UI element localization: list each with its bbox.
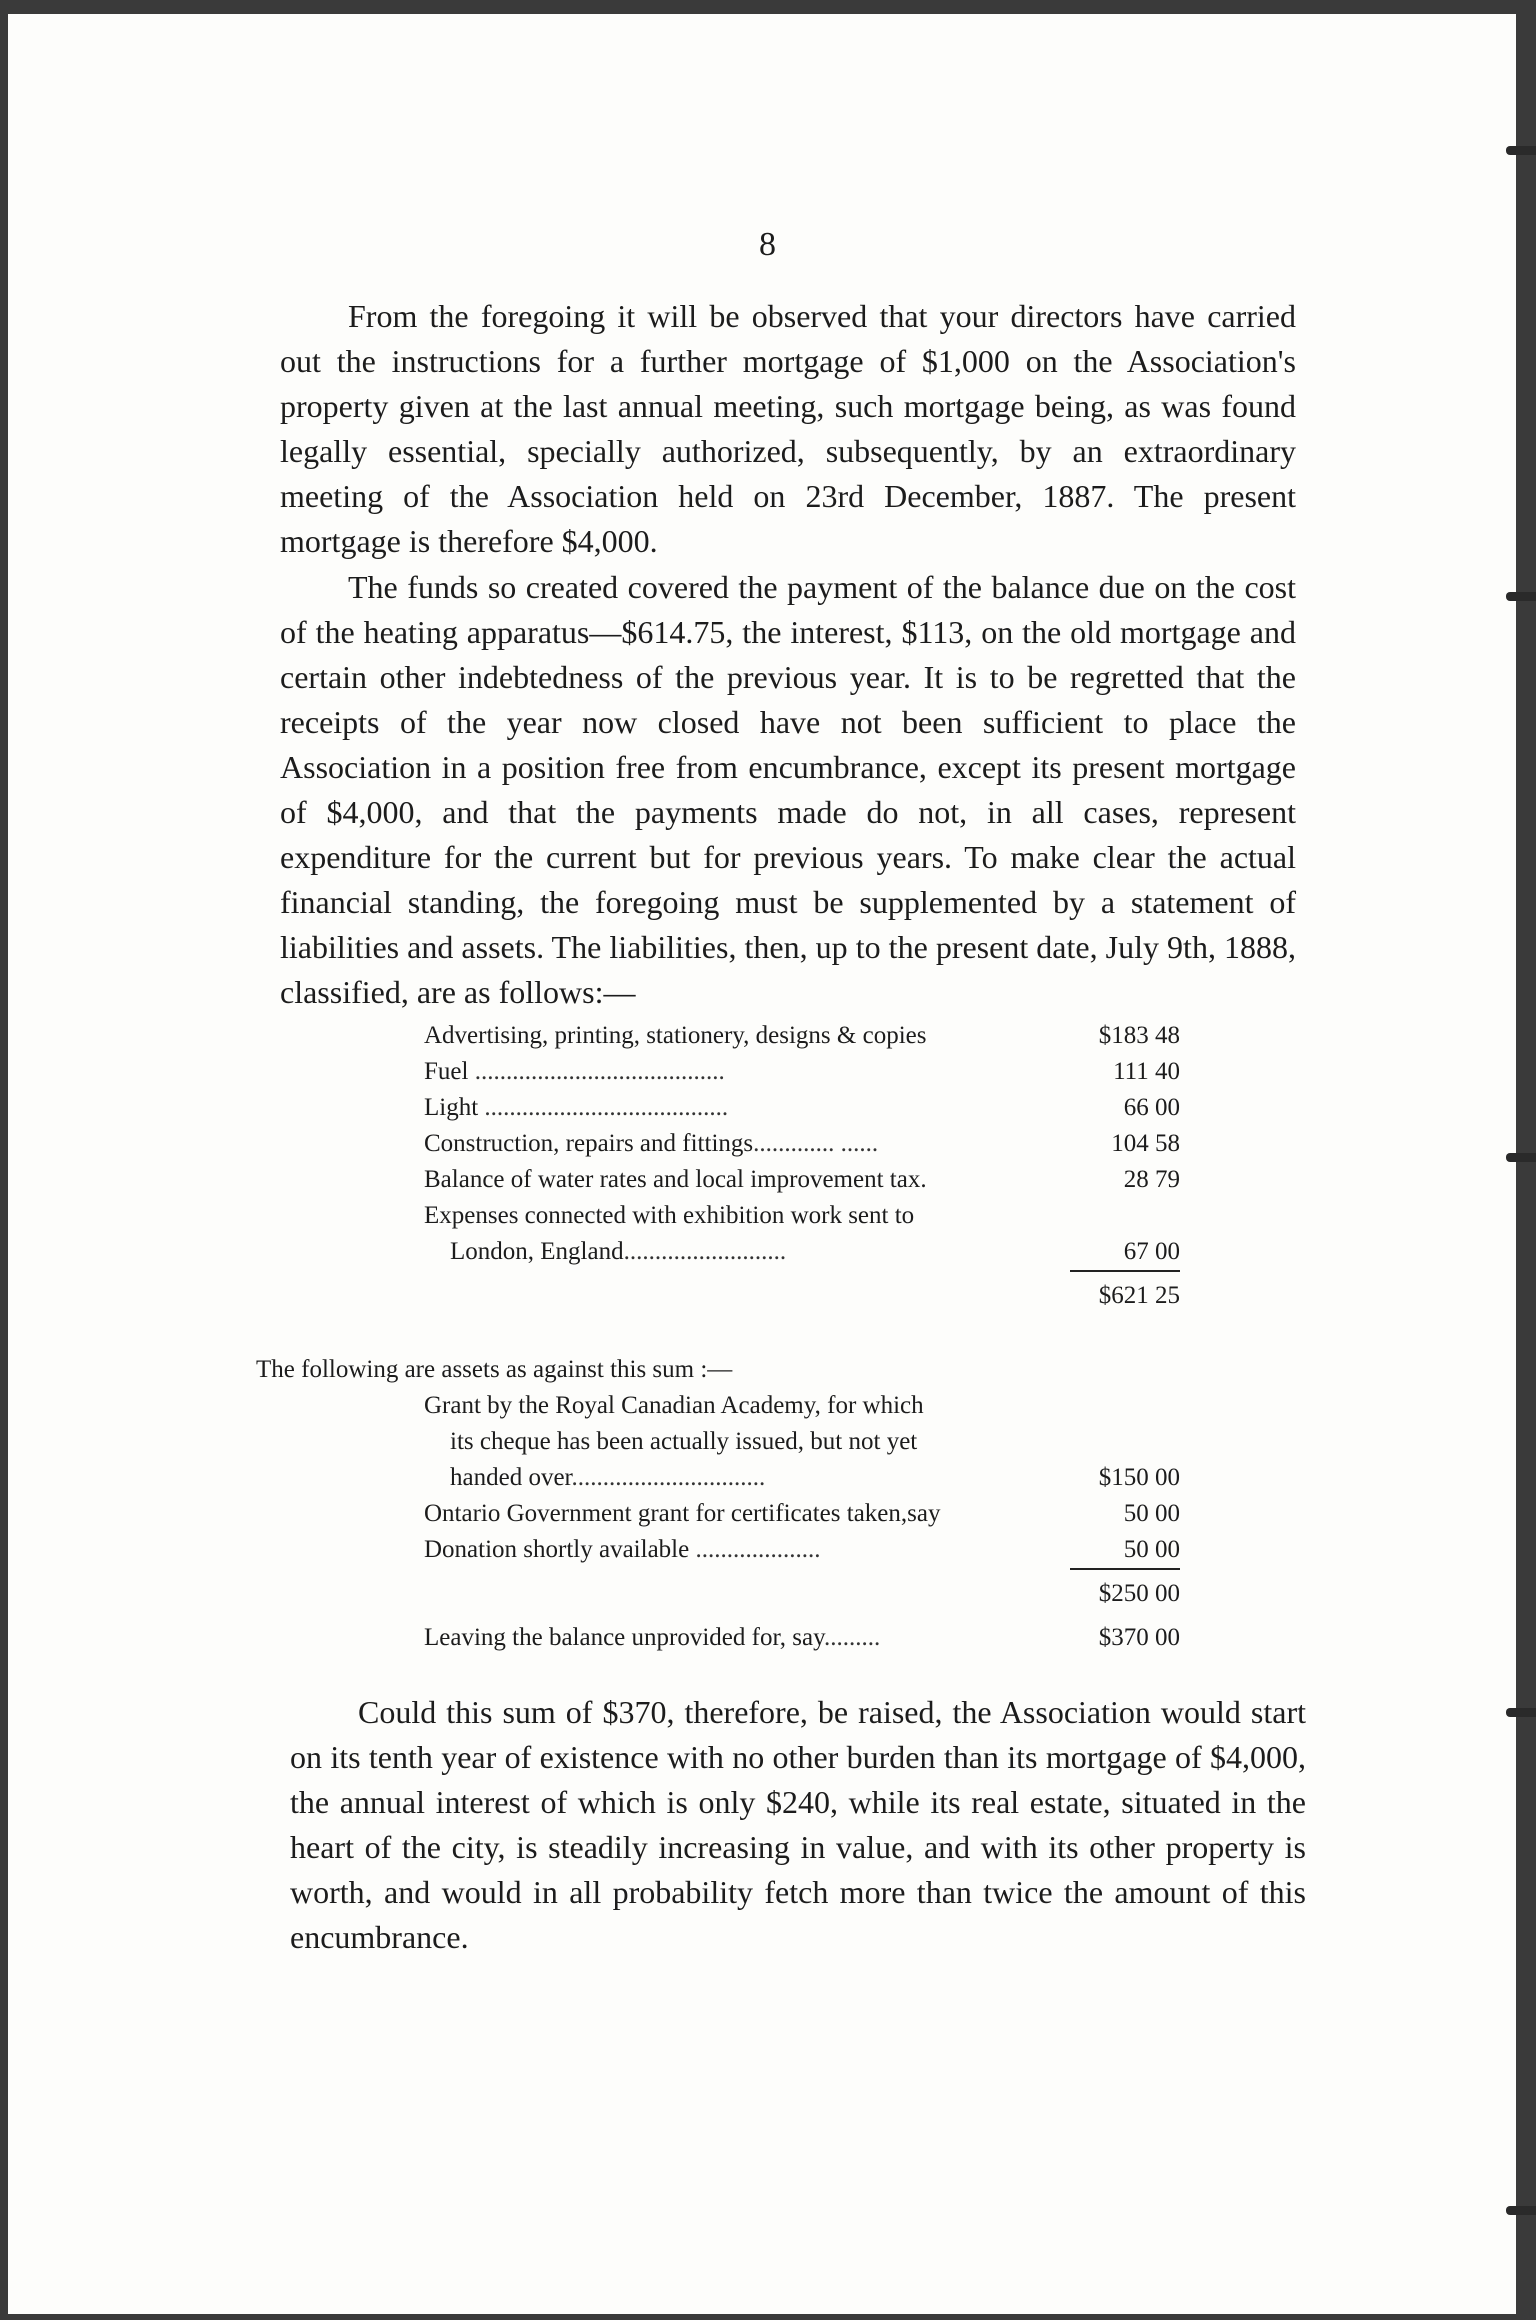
leader-dots: ............................... bbox=[571, 1464, 766, 1491]
ledger-row bbox=[340, 1496, 1180, 1532]
liabilities-table bbox=[340, 1018, 1180, 1314]
ledger-label: Expenses connected with exhibition work sent to bbox=[424, 1202, 915, 1229]
ledger-row bbox=[340, 1388, 1180, 1424]
page-number: 8 bbox=[759, 226, 777, 263]
paragraph-funds: The funds so created covered the payment of the balance due on the cost of the heating apparatus—$614.75, the interest, $113, on the old mortgage and certain other indebtedness of the previous year. It is to be regretted that the receipts of the year now closed have not been sufficient to place the Association in a position free from encumbrance, except its present mortgage of $4,000, and that the payments made do not, in all cases, represent expenditure for the current but for previous years. To make clear the actual financial standing, the foregoing must be supplemented by a statement of liabilities and assets. The liabilities, then, up to the present date, July 9th, 1888, classified, are as follows:— bbox=[280, 569, 1296, 1010]
paragraph-conclusion: Could this sum of $370, therefore, be raised, the Association would start on its tenth year of existence with no other burden than its mortgage of $4,000, the annual interest of which is only $240, while its real estate, situated in the heart of the city, is steadily increasing in value, and with its other property is worth, and would in all probability fetch more than twice the amount of this encumbrance. bbox=[290, 1694, 1306, 1955]
balance-amount: $370 00 bbox=[1098, 1624, 1180, 1651]
ledger-row bbox=[340, 1162, 1180, 1198]
ledger-row bbox=[340, 1460, 1180, 1496]
paragraph-mortgage: From the foregoing it will be observed that your directors have carried out the instructions for a further mortgage of $1,000 on the Association's property given at the last annual meeting, such mortgage being, as was found legally essential, specially authorized, subsequently, by an extraordinary meeting of the Association held on 23rd December, 1887. The present mortgage is therefore $4,000. bbox=[280, 298, 1296, 559]
ledger-row bbox=[340, 1234, 1180, 1270]
total-rule bbox=[340, 1568, 1180, 1576]
ledger-total-row bbox=[340, 1576, 1180, 1612]
ledger-label: its cheque has been actually issued, but not yet bbox=[450, 1428, 918, 1455]
leader-dots: ........................................ bbox=[474, 1058, 725, 1085]
ledger-amount: 50 00 bbox=[1123, 1500, 1180, 1527]
leader-dots: ....................................... bbox=[484, 1094, 729, 1121]
ledger-label: London, England bbox=[450, 1238, 624, 1265]
leader-dots: ......... bbox=[824, 1624, 881, 1651]
ledger-amount: 28 79 bbox=[1123, 1166, 1180, 1193]
assets-total: $250 00 bbox=[1098, 1580, 1180, 1607]
ledger-row bbox=[340, 1018, 1180, 1054]
binding-clip bbox=[1506, 1153, 1536, 1162]
ledger-amount: $183 48 bbox=[1098, 1022, 1180, 1049]
ledger-total-row bbox=[340, 1278, 1180, 1314]
ledger-label: handed over bbox=[450, 1464, 572, 1491]
leader-dots: .................... bbox=[695, 1536, 821, 1563]
leader-dots: ............. ...... bbox=[753, 1130, 879, 1157]
ledger-label: Construction, repairs and fittings bbox=[424, 1130, 754, 1157]
binding-clip bbox=[1506, 592, 1536, 601]
ledger-label: Balance of water rates and local improvement tax. bbox=[424, 1166, 927, 1193]
ledger-row bbox=[340, 1198, 1180, 1234]
binding-clip bbox=[1506, 2206, 1536, 2215]
binding-clip bbox=[1506, 1708, 1536, 1717]
assets-heading-row bbox=[256, 1352, 1180, 1388]
assets-table bbox=[256, 1352, 1180, 1656]
ledger-row bbox=[340, 1054, 1180, 1090]
balance-row bbox=[340, 1620, 1180, 1656]
ledger-amount: 50 00 bbox=[1123, 1536, 1180, 1563]
ledger-label: Light bbox=[424, 1094, 479, 1121]
total-rule bbox=[340, 1270, 1180, 1278]
balance-label: Leaving the balance unprovided for, say bbox=[424, 1624, 824, 1651]
ledger-amount: 111 40 bbox=[1113, 1058, 1180, 1085]
ledger-amount: 104 58 bbox=[1111, 1130, 1180, 1157]
ledger-amount: $150 00 bbox=[1098, 1464, 1180, 1491]
ledger-label: Advertising, printing, stationery, designs & copies bbox=[424, 1022, 927, 1049]
liabilities-total: $621 25 bbox=[1098, 1282, 1180, 1309]
ledger-amount: 66 00 bbox=[1123, 1094, 1180, 1121]
ledger-label: Fuel bbox=[424, 1058, 469, 1085]
ledger-label: Grant by the Royal Canadian Academy, for which bbox=[424, 1392, 924, 1419]
leader-dots: .......................... bbox=[623, 1238, 787, 1265]
assets-heading: The following are assets as against this sum :— bbox=[256, 1356, 733, 1383]
ledger-row bbox=[340, 1424, 1180, 1460]
ledger-amount: 67 00 bbox=[1123, 1238, 1180, 1265]
binding-clip bbox=[1506, 146, 1536, 155]
ledger-label: Ontario Government grant for certificates taken,say bbox=[424, 1500, 941, 1527]
ledger-row bbox=[340, 1090, 1180, 1126]
ledger-row bbox=[340, 1532, 1180, 1568]
ledger-row bbox=[340, 1126, 1180, 1162]
ledger-label: Donation shortly available bbox=[424, 1536, 690, 1563]
